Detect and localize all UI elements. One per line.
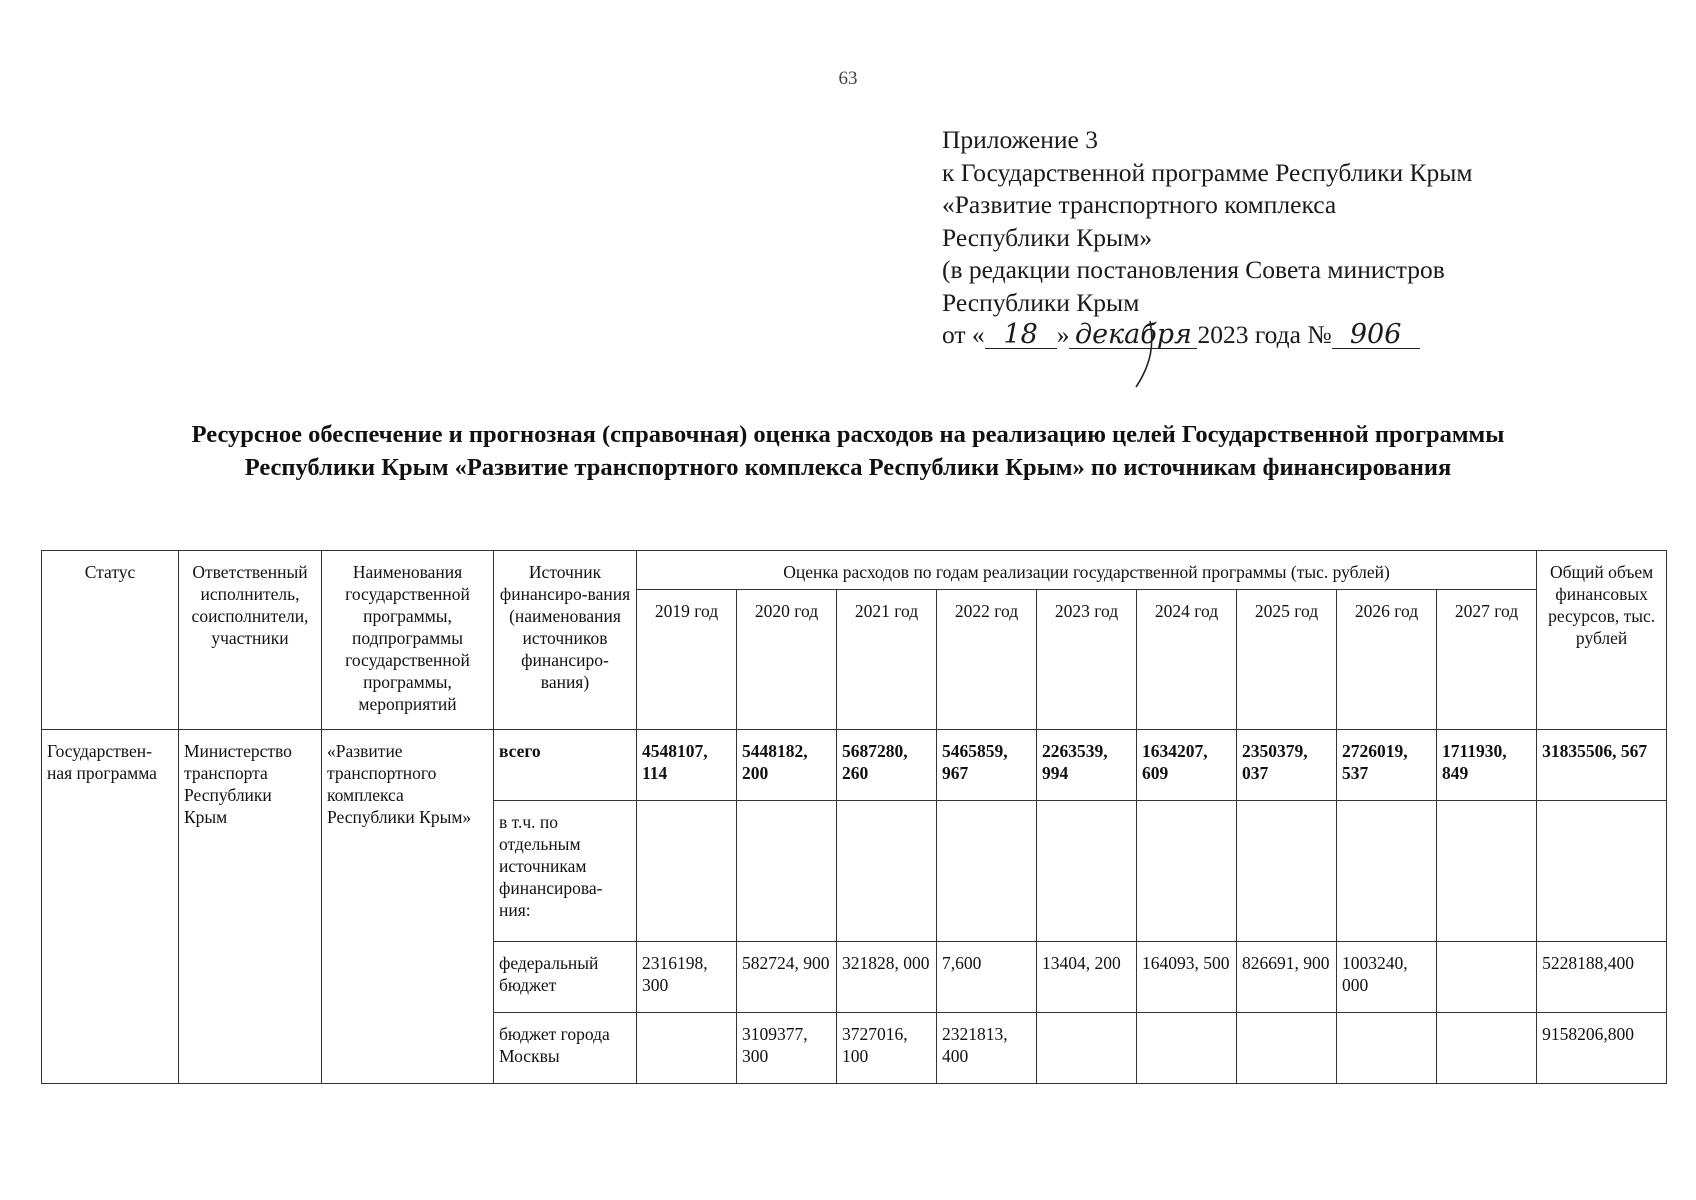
header-year: 2026 год: [1337, 590, 1437, 730]
cell-value: 2726019, 537: [1337, 730, 1437, 801]
appendix-line: Приложение 3: [942, 125, 1098, 154]
cell-value: 2350379, 037: [1237, 730, 1337, 801]
cell-total: 5228188,400: [1537, 942, 1667, 1013]
cell-source: всего: [494, 730, 637, 801]
cell-value: [1237, 801, 1337, 942]
handwritten-month: декабря: [1069, 322, 1197, 349]
cell-value: [637, 801, 737, 942]
header-year: 2021 год: [837, 590, 937, 730]
cell-total: [1537, 801, 1667, 942]
cell-value: [837, 801, 937, 942]
appendix-line: к Государственной программе Республики Крым: [942, 157, 1473, 187]
cell-source: бюджет города Москвы: [494, 1013, 637, 1084]
header-year: 2020 год: [737, 590, 837, 730]
cell-value: 2263539, 994: [1037, 730, 1137, 801]
cell-value: [1437, 1013, 1537, 1084]
cell-value: [1137, 801, 1237, 942]
cell-value: [1337, 801, 1437, 942]
cell-total: 9158206,800: [1537, 1013, 1667, 1084]
cell-value: 1711930, 849: [1437, 730, 1537, 801]
cell-value: 3109377, 300: [737, 1013, 837, 1084]
cell-total: 31835506, 567: [1537, 730, 1667, 801]
document-title: [0, 418, 1696, 484]
header-year: 2025 год: [1237, 590, 1337, 730]
cell-value: 321828, 000: [837, 942, 937, 1013]
cell-value: 5465859, 967: [937, 730, 1037, 801]
cell-value: 5448182, 200: [737, 730, 837, 801]
budget-table: [41, 550, 1667, 1084]
cell-value: 3727016, 100: [837, 1013, 937, 1084]
cell-source: федеральный бюджет: [494, 942, 637, 1013]
cell-value: 7,600: [937, 942, 1037, 1013]
header-year: 2019 год: [637, 590, 737, 730]
cell-executor: Министерство транспорта Республики Крым: [179, 730, 322, 1084]
cell-value: [1037, 1013, 1137, 1084]
cell-value: 2321813, 400: [937, 1013, 1037, 1084]
cell-value: [1437, 801, 1537, 942]
header-source: Источник финансиро-вания (наименования источников финансиро-вания): [494, 551, 637, 730]
cell-value: 13404, 200: [1037, 942, 1137, 1013]
table-row: [42, 730, 1667, 801]
appendix-block: [942, 124, 1662, 352]
cell-status: Государствен-ная программа: [42, 730, 179, 1084]
cell-value: [1237, 1013, 1337, 1084]
cell-value: [637, 1013, 737, 1084]
header-year: 2023 год: [1037, 590, 1137, 730]
header-year: 2024 год: [1137, 590, 1237, 730]
cell-value: 2316198, 300: [637, 942, 737, 1013]
cell-program-name: «Развитие транспортного комплекса Республики Крым»: [322, 730, 494, 1084]
cell-value: [1037, 801, 1137, 942]
date-mid: »: [1056, 320, 1070, 349]
title-line-2: Республики Крым «Развитие транспортного комплекса Республики Крым» по источникам финансирования: [244, 454, 1452, 481]
header-total: Общий объем финансовых ресурсов, тыс. рублей: [1537, 551, 1667, 730]
cell-value: [737, 801, 837, 942]
page-number: 63: [838, 68, 858, 89]
handwritten-doc-number: 906: [1332, 322, 1420, 349]
cell-value: 164093, 500: [1137, 942, 1237, 1013]
cell-value: [1137, 1013, 1237, 1084]
title-line-1: Ресурсное обеспечение и прогнозная (справочная) оценка расходов на реализацию целей Государственной программы: [191, 421, 1505, 448]
header-year: 2027 год: [1437, 590, 1537, 730]
appendix-line: «Развитие транспортного комплекса: [942, 190, 1337, 219]
cell-value: 4548107, 114: [637, 730, 737, 801]
appendix-line: Республики Крым»: [942, 222, 1153, 252]
appendix-line: (в редакции постановления Совета министров: [942, 255, 1445, 284]
cell-source: в т.ч. по отдельным источникам финансирова-ния:: [494, 801, 637, 942]
header-executor: Ответственный исполнитель, соисполнители, участники: [179, 551, 322, 730]
header-years-group: Оценка расходов по годам реализации государственной программы (тыс. рублей): [637, 551, 1537, 590]
header-program-name: Наименования государственной программы, подпрограммы государственной программы, мероприятий: [322, 551, 494, 730]
cell-value: 1634207, 609: [1137, 730, 1237, 801]
cell-value: 582724, 900: [737, 942, 837, 1013]
cell-value: 826691, 900: [1237, 942, 1337, 1013]
appendix-line: Республики Крым: [942, 287, 1140, 317]
resolution-date-line: [942, 319, 1662, 352]
cell-value: 5687280, 260: [837, 730, 937, 801]
cell-value: [1437, 942, 1537, 1013]
header-year: 2022 год: [937, 590, 1037, 730]
date-prefix: от «: [942, 320, 985, 349]
handwritten-day: 18: [985, 322, 1057, 349]
cell-value: [1337, 1013, 1437, 1084]
date-year: 2023 года №: [1197, 320, 1332, 349]
header-status: Статус: [42, 551, 179, 730]
cell-value: 1003240, 000: [1337, 942, 1437, 1013]
cell-value: [937, 801, 1037, 942]
